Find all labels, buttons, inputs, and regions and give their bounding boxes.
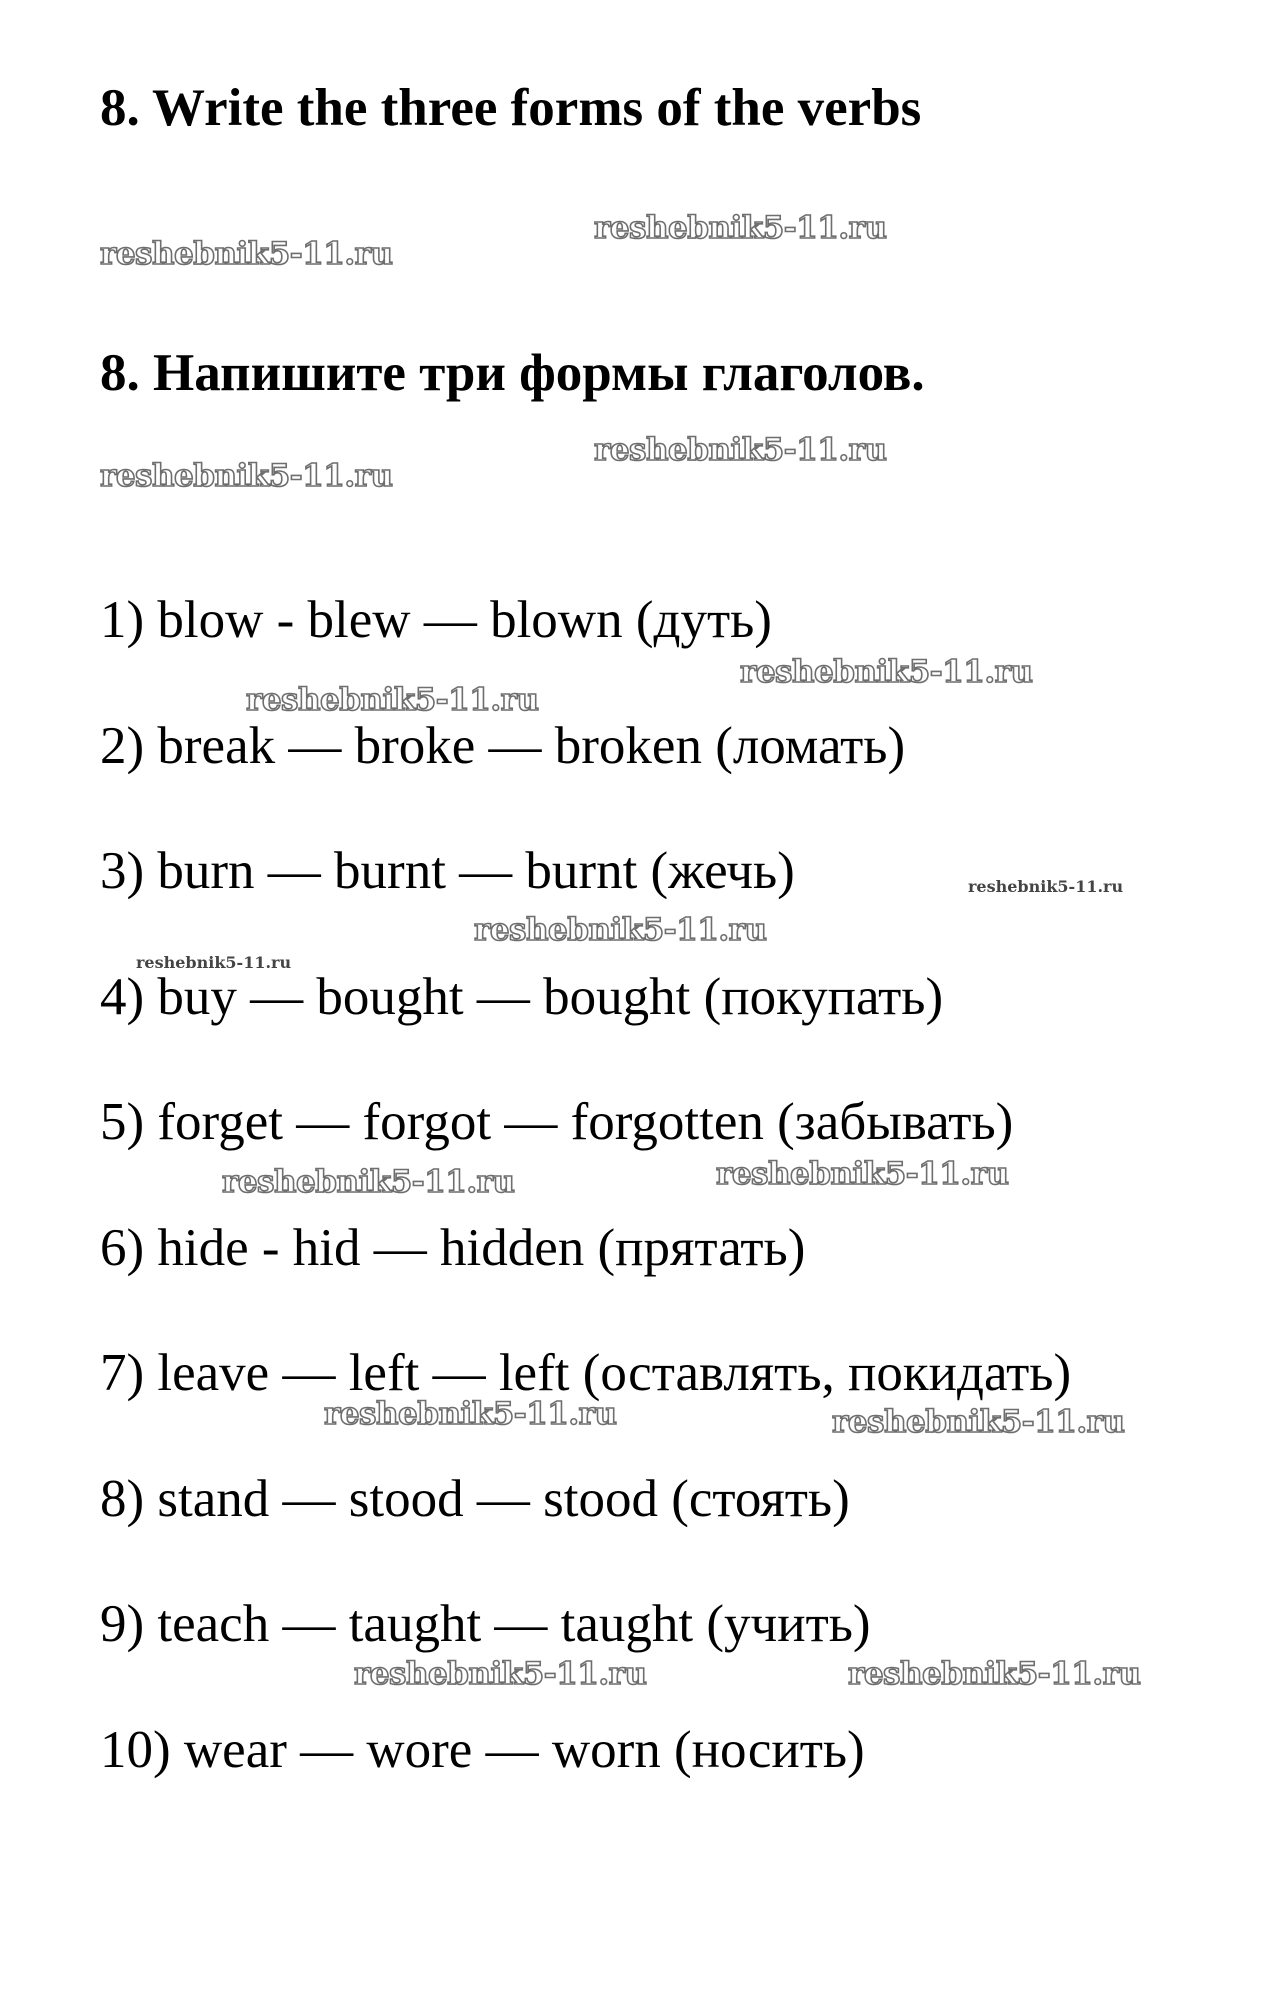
verb-item	[100, 716, 1071, 842]
verb-number: 7 )	[100, 1344, 157, 1402]
watermark: reshebnik5-11.ru	[848, 1656, 1141, 1692]
verb-number: 10 )	[100, 1721, 184, 1779]
watermark: reshebnik5-11.ru	[354, 1656, 647, 1692]
watermark: reshebnik5-11.ru	[740, 654, 1033, 690]
verb-number: 2 )	[100, 717, 157, 775]
watermark: reshebnik5-11.ru	[100, 236, 393, 272]
verb-item	[100, 1469, 1071, 1595]
verb-item	[100, 1720, 1071, 1846]
watermark: reshebnik5-11.ru	[594, 210, 887, 246]
verb-forms: stand — stood — stood (стоять)	[157, 1469, 850, 1528]
verb-item	[100, 967, 1071, 1093]
verb-number: 5 )	[100, 1093, 157, 1151]
watermark: reshebnik5-11.ru	[716, 1156, 1009, 1192]
heading-english: 8. Write the three forms of the verbs	[100, 79, 922, 137]
watermark: reshebnik5-11.ru	[222, 1164, 515, 1200]
verb-number: 9 )	[100, 1595, 157, 1653]
heading-russian: 8. Напишите три формы глаголов.	[100, 344, 925, 402]
verb-number: 4 )	[100, 968, 157, 1026]
verb-item	[100, 1218, 1071, 1344]
watermark: reshebnik5-11.ru	[832, 1404, 1125, 1440]
verb-number: 8 )	[100, 1470, 157, 1528]
watermark: reshebnik5-11.ru	[136, 953, 292, 972]
watermark: reshebnik5-11.ru	[968, 877, 1124, 896]
watermark: reshebnik5-11.ru	[474, 912, 767, 948]
verb-forms: leave — left — left (оставлять, покидать)	[157, 1344, 1072, 1402]
watermark: reshebnik5-11.ru	[594, 432, 887, 468]
watermark: reshebnik5-11.ru	[100, 458, 393, 494]
verb-forms: forget — forgot — forgotten (забывать)	[157, 1093, 1014, 1151]
verb-forms: buy — bought — bought (покупать)	[157, 967, 944, 1026]
verb-forms: break — broke — broken (ломать)	[157, 716, 906, 775]
verb-number: 6 )	[100, 1219, 157, 1277]
verb-forms: wear — wore — worn (носить)	[183, 1720, 865, 1779]
verb-forms: hide - hid — hidden (прятать)	[157, 1218, 806, 1277]
verb-forms: teach — taught — taught (учить)	[157, 1595, 871, 1653]
verb-number: 3 )	[100, 842, 157, 900]
verb-number: 1 )	[100, 591, 157, 649]
verb-forms: blow - blew — blown (дуть)	[157, 591, 772, 649]
watermark: reshebnik5-11.ru	[246, 682, 539, 718]
verb-forms: burn — burnt — burnt (жечь)	[157, 842, 795, 900]
watermark: reshebnik5-11.ru	[324, 1396, 617, 1432]
